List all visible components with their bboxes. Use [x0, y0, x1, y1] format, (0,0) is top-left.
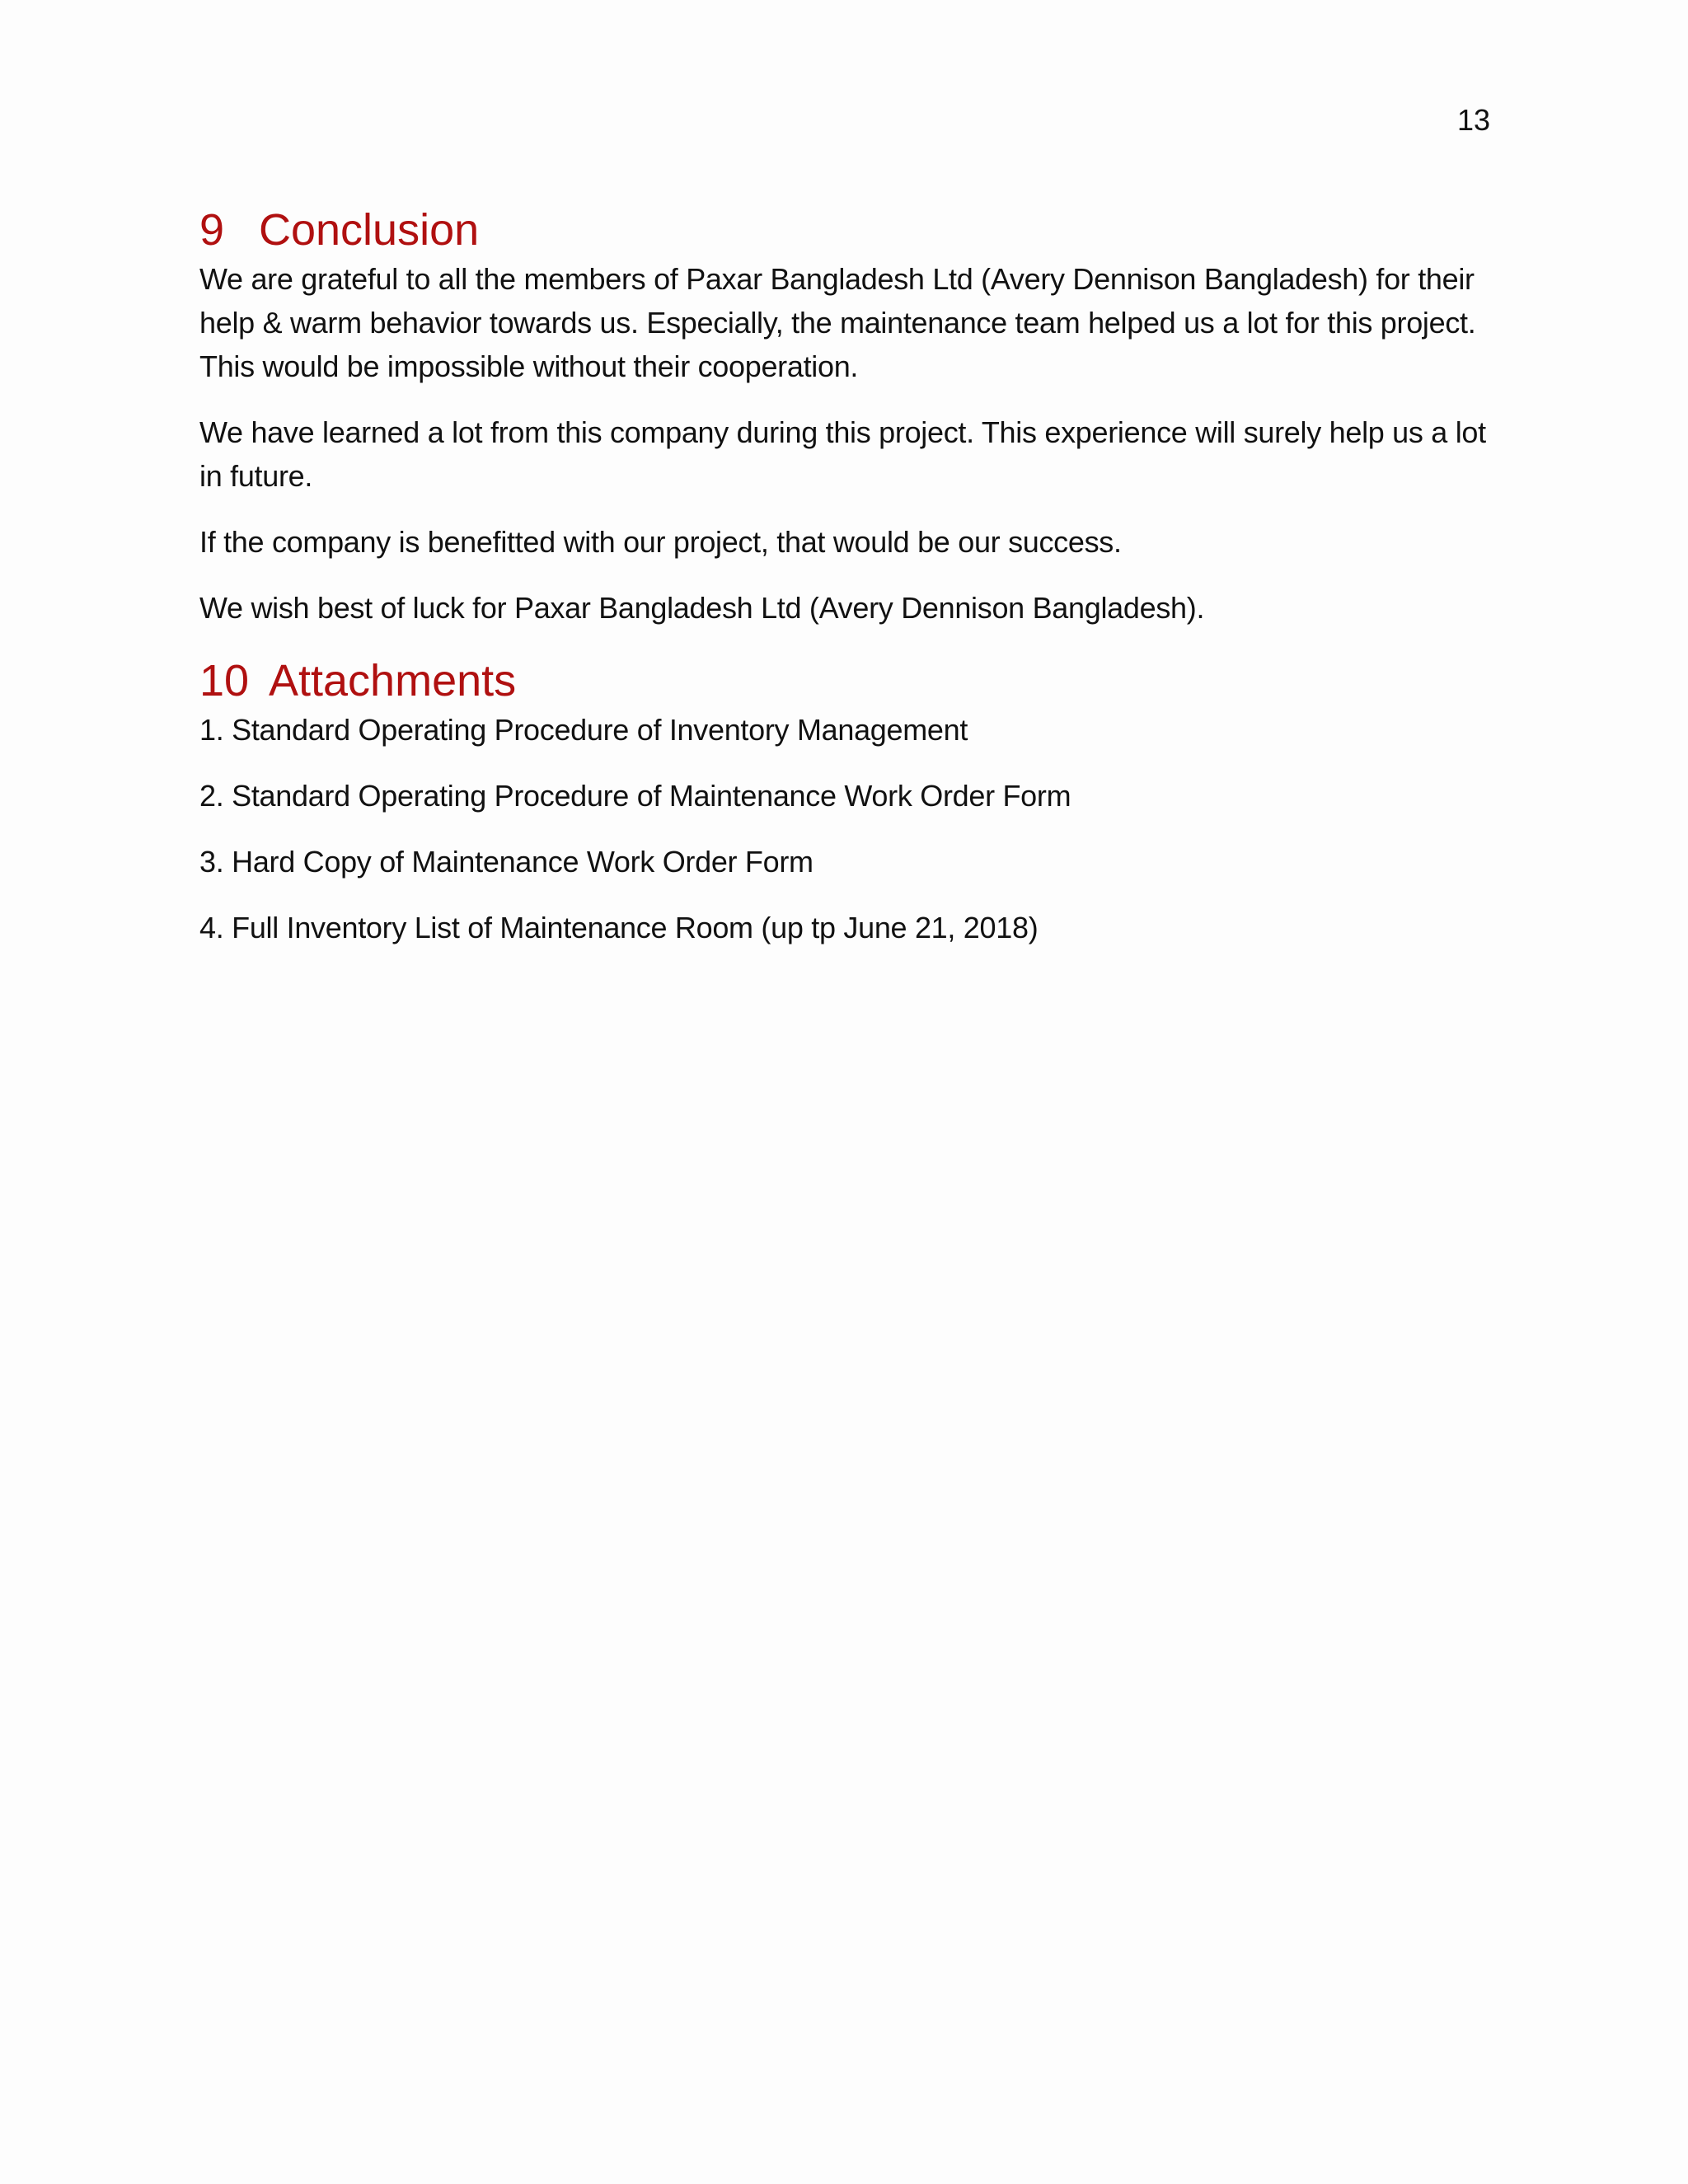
paragraph: We are grateful to all the members of Paxar Bangladesh Ltd (Avery Dennison Bangladesh) for their help & warm behavior towards us. Especially, the maintenance team helped us a lot for this project. This would be impossible without their cooperation. — [199, 262, 1476, 383]
section-title: Conclusion — [259, 205, 480, 255]
paragraph: We have learned a lot from this company during this project. This experience will surely help us a lot in future. — [199, 415, 1486, 493]
section-conclusion — [199, 203, 1493, 630]
attachment-item: 4. Full Inventory List of Maintenance Room (up tp June 21, 2018) — [199, 911, 1039, 944]
attachment-item: 3. Hard Copy of Maintenance Work Order Form — [199, 845, 814, 879]
document-body — [199, 203, 1493, 972]
section-heading-attachments — [199, 654, 1493, 708]
paragraph: We wish best of luck for Paxar Bangladesh Ltd (Avery Dennison Bangladesh). — [199, 591, 1205, 625]
page-number: 13 — [1456, 103, 1490, 137]
section-number: 10 — [199, 656, 250, 705]
section-number: 9 — [199, 205, 225, 255]
attachment-item: 1. Standard Operating Procedure of Inventory Management — [199, 713, 968, 747]
section-heading-conclusion — [199, 203, 1493, 257]
section-attachments — [199, 654, 1493, 949]
paragraph: If the company is benefitted with our project, that would be our success. — [199, 525, 1122, 559]
section-title: Attachments — [269, 656, 517, 705]
attachment-item: 2. Standard Operating Procedure of Maintenance Work Order Form — [199, 779, 1071, 813]
